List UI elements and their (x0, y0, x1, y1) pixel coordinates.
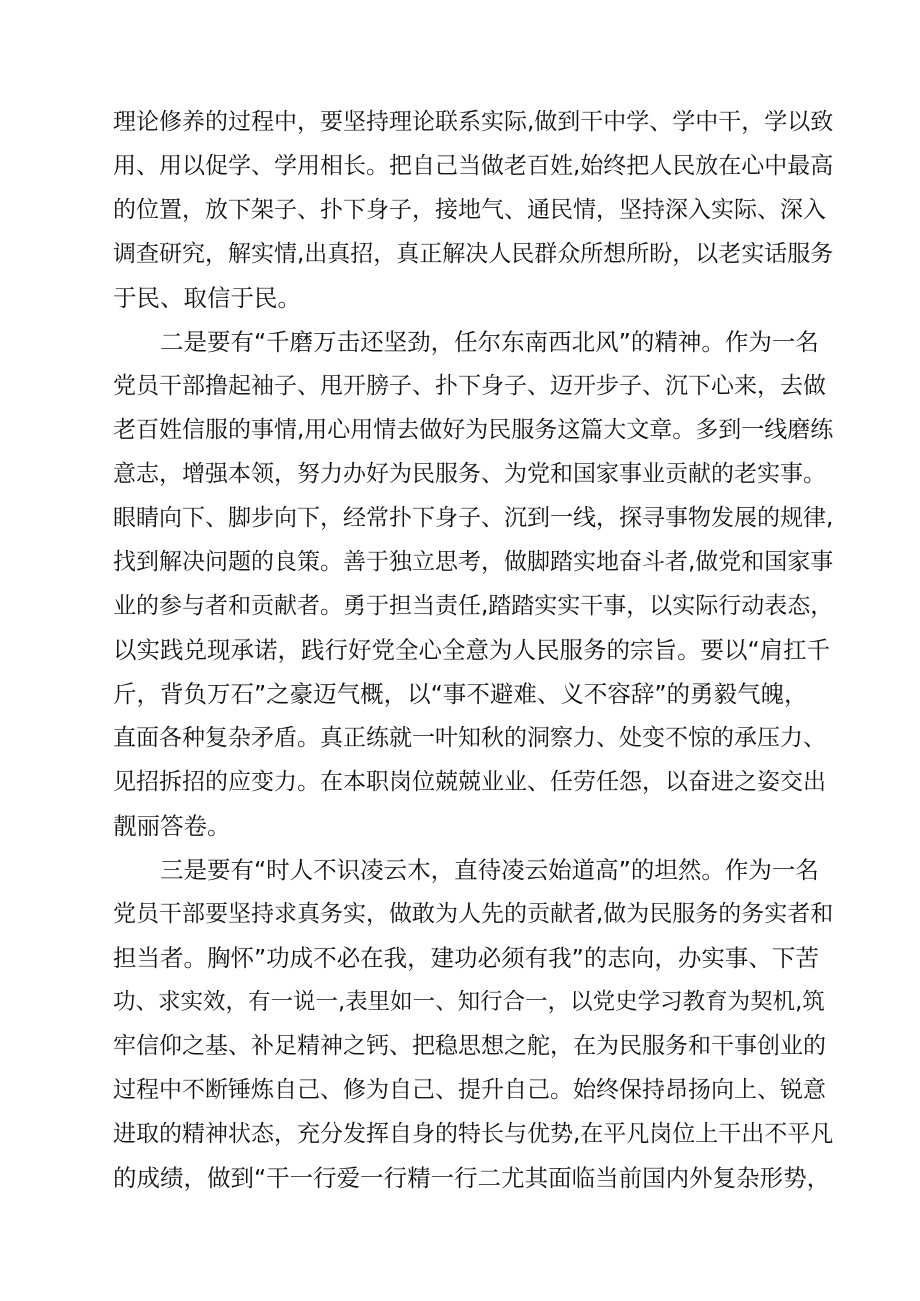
text-line-1: 理论修养的过程中，要坚持理论联系实际,做到干中学、学中干，学以致 (113, 109, 834, 135)
text-line-12: 业的参与者和贡献者。勇于担当责任,踏踏实实干事，以实际行动表态， (113, 593, 834, 619)
text-line-10: 眼睛向下、脚步向下，经常扑下身子、沉到一线，探寻事物发展的规律, (113, 505, 834, 531)
text-line-3: 的位置，放下架子、扑下身子，接地气、通民情，坚持深入实际、深入 (113, 197, 826, 223)
text-line-8: 老百姓信服的事情,用心用情去做好为民服务这篇大文章。多到一线磨练 (113, 417, 834, 443)
text-line-14: 斤，背负万石”之豪迈气概，以“事不避难、义不容辞”的勇毅气魄， (113, 680, 808, 708)
text-line-19: 党员干部要坚持求真务实，做敢为人先的贡献者,做为民服务的务实者和 (113, 901, 834, 927)
text-line-25: 的成绩，做到“干一行爱一行精一行二尤其面临当前国内外复杂形势， (113, 1164, 831, 1192)
text-line-15: 直面各种复杂矛盾。真正练就一叶知秋的洞察力、处变不惊的承压力、 (113, 725, 826, 751)
text-line-13: 以实践兑现承诺，践行好党全心全意为人民服务的宗旨。要以“肩扛千 (113, 636, 831, 664)
text-line-21: 功、求实效，有一说一,表里如一、知行合一，以党史学习教育为契机,筑 (113, 989, 825, 1015)
text-line-17: 靓丽答卷。 (113, 812, 231, 840)
text-line-4: 调查研究，解实情,出真招，真正解决人民群众所想所盼，以老实话服务 (113, 241, 834, 267)
text-line-22: 牢信仰之基、补足精神之钙、把稳思想之舵，在为民服务和干事创业的 (113, 1033, 826, 1059)
text-line-7: 党员干部撸起袖子、甩开膀子、扑下身子、迈开步子、沉下心来，去做 (113, 373, 826, 399)
text-line-5: 于民、取信于民。 (113, 284, 301, 312)
text-line-9: 意志，增强本领，努力办好为民服务、为党和国家事业贡献的老实事。 (113, 461, 826, 487)
text-line-23: 过程中不断锤炼自己、修为自己、提升自己。始终保持昂扬向上、锐意 (113, 1077, 826, 1103)
text-line-16: 见招拆招的应变力。在本职岗位兢兢业业、任劳任怨，以奋进之姿交出 (113, 769, 826, 795)
paragraph-3-first-line: 三是要有“时人不识凌云木，直待凌云始道高”的坦然。作为一名 (160, 856, 819, 884)
text-line-24: 进取的精神状态，充分发挥自身的特长与优势,在平凡岗位上干出不平凡 (113, 1121, 834, 1147)
text-line-20: 担当者。胸怀”功成不必在我，建功必须有我”的志向，办实事、下苦 (113, 944, 819, 972)
text-line-2: 用、用以促学、学用相长。把自己当做老百姓,始终把人民放在心中最高 (113, 153, 834, 179)
paragraph-2-first-line: 二是要有“千磨万击还坚劲，任尔东南西北风”的精神。作为一名 (160, 328, 819, 356)
text-line-11: 找到解决问题的良策。善于独立思考，做脚踏实地奋斗者,做党和国家事 (113, 549, 834, 575)
